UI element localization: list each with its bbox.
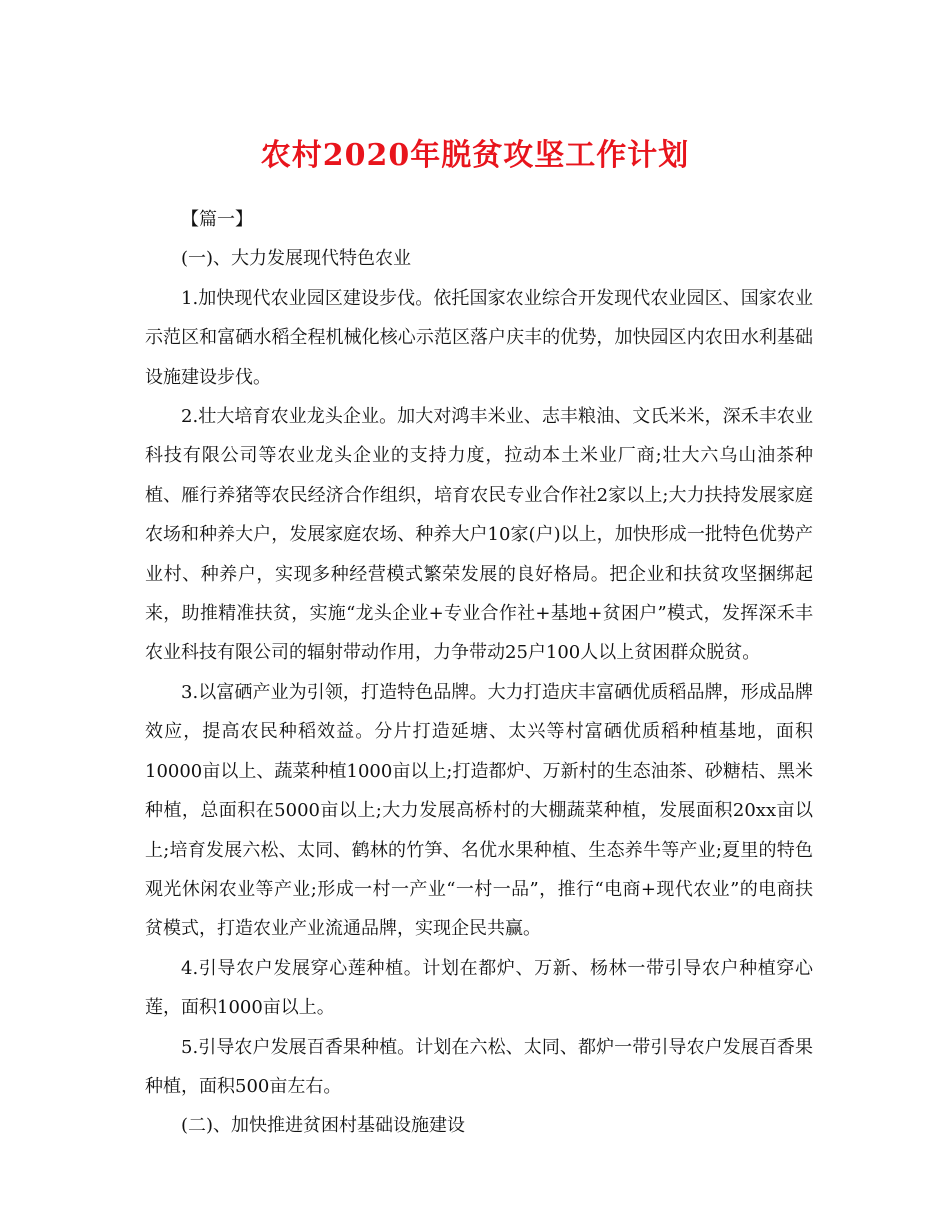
document-title: 农村2020年脱贫攻坚工作计划: [260, 138, 690, 173]
paragraph-5: 5.引导农户发展百香果种植。计划在六松、太同、都炉一带引导农户发展百香果种植，面积500亩左右。: [145, 1036, 813, 1097]
section-tag: 【篇一】: [181, 209, 253, 230]
section-heading-2: (二)、加快推进贫困村基础设施建设: [181, 1115, 466, 1137]
section-heading-1: (一)、大力发展现代特色农业: [181, 248, 412, 270]
paragraph-3: 3.以富硒产业为引领，打造特色品牌。大力打造庆丰富硒优质稻品牌，形成品牌效应，提高农民种稻效益。分片打造延塘、太兴等村富硒优质稻种植基地，面积10000亩以上、蔬菜种植1000亩以上;打造都炉、万新村的生态油茶、砂糖桔、黑米种植，总面积在5000亩以上;大力发展高桥村的大棚蔬菜种植，发展面积20xx亩以上;培育发展六松、太同、鹤林的竹笋、名优水果种植、生态养牛等产业;夏里的特色观光休闲农业等产业;形成一村一产业“一村一品”，推行“电商+现代农业”的电商扶贫模式，打造农业产业流通品牌，实现企民共赢。: [145, 681, 813, 940]
paragraph-1: 1.加快现代农业园区建设步伐。依托国家农业综合开发现代农业园区、国家农业示范区和富硒水稻全程机械化核心示范区落户庆丰的优势，加快园区内农田水利基础设施建设步伐。: [145, 287, 813, 388]
document-body: [145, 200, 813, 1146]
paragraph-4: 4.引导农户发展穿心莲种植。计划在都炉、万新、杨林一带引导农户种植穿心莲，面积1000亩以上。: [145, 957, 813, 1019]
paragraph-2: 2.壮大培育农业龙头企业。加大对鸿丰米业、志丰粮油、文氏米米，深禾丰农业科技有限公司等农业龙头企业的支持力度，拉动本土米业厂商;壮大六乌山油茶种植、雁行养猪等农民经济合作组织，培育农民专业合作社2家以上;大力扶持发展家庭农场和种养大户，发展家庭农场、种养大户10家(户)以上，加快形成一批特色优势产业村、种养户，实现多种经营模式繁荣发展的良好格局。把企业和扶贫攻坚捆绑起来，助推精准扶贫，实施“龙头企业+专业合作社+基地+贫困户”模式，发挥深禾丰农业科技有限公司的辐射带动作用，力争带动25户100人以上贫困群众脱贫。: [145, 406, 813, 664]
